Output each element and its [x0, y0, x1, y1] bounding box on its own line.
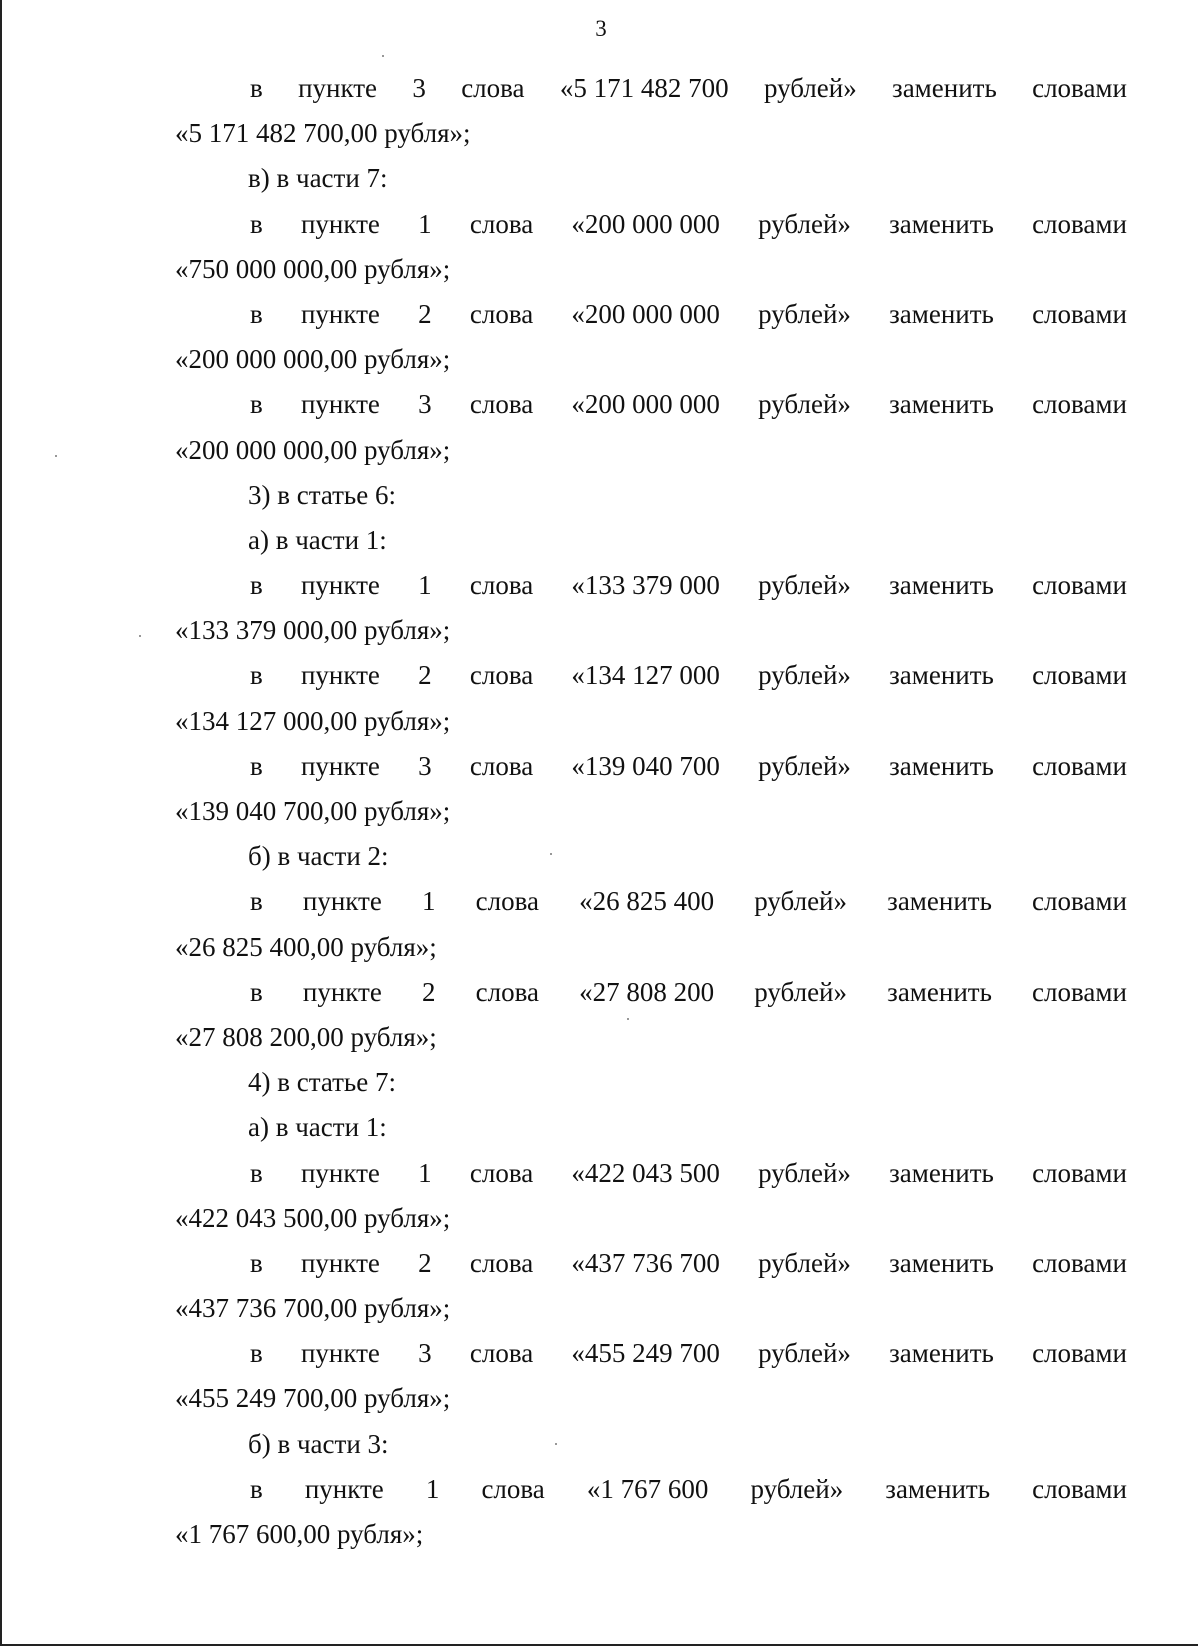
scan-speck: [550, 853, 552, 855]
amendment-line: [175, 1151, 1127, 1196]
scan-speck: [382, 55, 384, 57]
replacement-line: «139 040 700,00 рубля»;: [175, 796, 451, 826]
word: 1: [425, 1473, 440, 1504]
word: заменить: [889, 389, 994, 420]
amendment-line: [175, 292, 1127, 337]
word: в: [250, 886, 263, 917]
word: слова: [469, 570, 534, 601]
word: пункте: [302, 886, 382, 917]
word: 3: [412, 73, 426, 103]
word: 3: [418, 1338, 432, 1369]
replacement-line: «437 736 700,00 рубля»;: [175, 1293, 451, 1324]
amendment-line: [175, 1331, 1127, 1376]
word: «437 736 700: [571, 1247, 720, 1278]
word: «1 767 600: [586, 1473, 709, 1504]
word: пункте: [304, 1473, 384, 1504]
word: в: [250, 208, 263, 239]
word: рублей»: [758, 389, 851, 420]
section-heading-line: а) в части 1:: [248, 524, 387, 555]
word: рублей»: [758, 1247, 851, 1278]
word: рублей»: [758, 1338, 851, 1369]
word: 1: [418, 570, 432, 601]
word: пункте: [300, 660, 380, 691]
word: в: [250, 1338, 263, 1369]
word: «200 000 000: [571, 389, 720, 420]
replacement-line: «200 000 000,00 рубля»;: [175, 434, 451, 465]
word: слова: [469, 1247, 534, 1278]
word: заменить: [889, 1157, 994, 1188]
word: слова: [469, 298, 534, 329]
word: слова: [461, 73, 525, 103]
amendment-line: [175, 202, 1127, 247]
word: «133 379 000: [571, 570, 720, 601]
word: заменить: [885, 1473, 991, 1504]
word: в: [250, 1157, 263, 1188]
word: рублей»: [754, 976, 848, 1007]
word: «5 171 482 700: [559, 73, 729, 103]
word: словами: [1032, 886, 1127, 917]
word: слова: [475, 886, 539, 917]
word: пункте: [300, 1157, 380, 1188]
word: рублей»: [758, 208, 851, 239]
word: в: [250, 389, 263, 420]
word: в: [250, 1473, 263, 1504]
word: заменить: [887, 976, 992, 1007]
word: пункте: [300, 570, 380, 601]
word: заменить: [887, 886, 992, 917]
word: рублей»: [758, 1157, 851, 1188]
section-heading-line: 3) в статье 6:: [248, 479, 396, 510]
replacement-line: «27 808 200,00 рубля»;: [175, 1021, 437, 1052]
word: словами: [1032, 1157, 1127, 1188]
word: пункте: [300, 389, 380, 420]
word: слова: [469, 660, 534, 691]
word: в: [250, 1247, 263, 1278]
word: в: [250, 976, 263, 1007]
amendment-line: [175, 970, 1127, 1015]
word: «200 000 000: [571, 298, 720, 329]
word: словами: [1032, 1338, 1127, 1369]
word: словами: [1032, 976, 1127, 1007]
section-heading-line: б) в части 3:: [248, 1428, 389, 1459]
replacement-line: «750 000 000,00 рубля»;: [175, 253, 451, 284]
scan-speck: [139, 635, 141, 637]
scan-speck: [555, 1443, 557, 1445]
word: «134 127 000: [571, 660, 720, 691]
word: слова: [469, 389, 534, 420]
word: в: [250, 73, 263, 103]
replacement-line: «1 767 600,00 рубля»;: [175, 1519, 424, 1549]
amendment-line: [175, 1241, 1127, 1286]
word: заменить: [889, 570, 994, 601]
word: рублей»: [754, 886, 848, 917]
word: 2: [418, 1247, 432, 1278]
replacement-line: «5 171 482 700,00 рубля»;: [175, 118, 471, 149]
word: заменить: [892, 73, 997, 103]
amendment-line: [175, 744, 1127, 789]
amendment-line: [175, 653, 1127, 698]
word: словами: [1032, 660, 1127, 691]
word: пункте: [300, 1247, 380, 1278]
word: пункте: [300, 208, 380, 239]
amendment-line: [175, 879, 1127, 924]
word: слова: [469, 1157, 534, 1188]
word: слова: [469, 750, 534, 781]
scan-speck: [55, 455, 57, 457]
word: 2: [418, 660, 432, 691]
word: заменить: [889, 208, 994, 239]
word: 3: [418, 750, 432, 781]
word: рублей»: [758, 660, 851, 691]
word: «200 000 000: [571, 208, 720, 239]
word: словами: [1032, 73, 1127, 103]
word: слова: [475, 976, 539, 1007]
replacement-line: «422 043 500,00 рубля»;: [175, 1202, 451, 1233]
word: «139 040 700: [571, 750, 720, 781]
word: словами: [1032, 389, 1127, 420]
word: пункте: [302, 976, 382, 1007]
section-heading-line: 4) в статье 7:: [248, 1067, 396, 1098]
replacement-line: «133 379 000,00 рубля»;: [175, 615, 451, 646]
word: заменить: [889, 298, 994, 329]
word: 2: [418, 298, 432, 329]
word: в: [250, 660, 263, 691]
word: словами: [1032, 208, 1127, 239]
word: «26 825 400: [579, 886, 715, 917]
word: в: [250, 298, 263, 329]
amendment-line: [175, 563, 1127, 608]
amendment-line: [175, 382, 1127, 427]
word: заменить: [889, 1247, 994, 1278]
word: заменить: [889, 660, 994, 691]
document-body: [175, 66, 1127, 1557]
scan-speck: [627, 1018, 629, 1020]
word: в: [250, 750, 263, 781]
word: 1: [418, 208, 432, 239]
word: рублей»: [758, 570, 851, 601]
word: пункте: [300, 298, 380, 329]
section-heading-line: в) в части 7:: [248, 163, 388, 194]
word: пункте: [300, 750, 380, 781]
word: слова: [469, 208, 534, 239]
amendment-line: [175, 66, 1127, 111]
word: «422 043 500: [571, 1157, 720, 1188]
word: 3: [418, 389, 432, 420]
word: рублей»: [750, 1473, 844, 1504]
word: слова: [469, 1338, 534, 1369]
replacement-line: «455 249 700,00 рубля»;: [175, 1383, 451, 1414]
replacement-line: «26 825 400,00 рубля»;: [175, 931, 437, 962]
amendment-line: [175, 1467, 1127, 1512]
word: слова: [481, 1473, 545, 1504]
word: «27 808 200: [579, 976, 715, 1007]
word: словами: [1032, 1473, 1127, 1504]
page-number: 3: [595, 16, 607, 41]
word: рублей»: [763, 73, 857, 103]
word: «455 249 700: [571, 1338, 720, 1369]
section-heading-line: б) в части 2:: [248, 841, 389, 872]
replacement-line: «200 000 000,00 рубля»;: [175, 344, 451, 375]
word: 1: [421, 886, 436, 917]
word: рублей»: [758, 750, 851, 781]
word: словами: [1032, 298, 1127, 329]
word: словами: [1032, 570, 1127, 601]
word: пункте: [300, 1338, 380, 1369]
replacement-line: «134 127 000,00 рубля»;: [175, 705, 451, 736]
word: пункте: [298, 73, 378, 103]
word: 2: [421, 976, 436, 1007]
word: 1: [418, 1157, 432, 1188]
word: рублей»: [758, 298, 851, 329]
word: словами: [1032, 750, 1127, 781]
word: в: [250, 570, 263, 601]
word: заменить: [889, 1338, 994, 1369]
word: словами: [1032, 1247, 1127, 1278]
word: заменить: [889, 750, 994, 781]
section-heading-line: а) в части 1:: [248, 1112, 387, 1143]
